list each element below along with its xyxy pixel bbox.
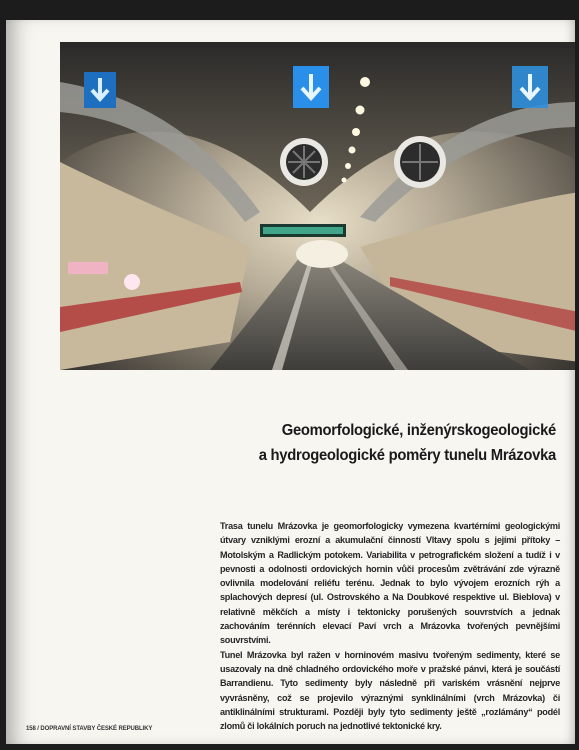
heading-line-2: a hydrogeologické poměry tunelu Mrázovka [258,447,556,464]
lane-sign-center [293,66,329,108]
jet-fan-icon [394,136,446,188]
article-body [220,519,560,733]
page-number: 158 [26,726,36,732]
tunnel-illustration [60,42,575,370]
footer-separator: / [35,726,41,732]
paragraph-1: Trasa tunelu Mrázovka je geomorfologicky vymezena kvartérními geologickými útvary vzniklými erozní a akumulační činností Vltavy spolu s jejími přítoky – Motolským a Radlickým potokem. Variabilita v petrografickém složení a tudíž i v pevnosti a odolnosti ordovických hornin vůči procesům zvětrávání zde výrazně ovlivnila modelování reliéfu terénu. Jednak to bylo vývojem erozních rýh a splachových depresí (ul. Ostrovského a Na Doubkové respektive ul. Bieblova) v relativně měkčích a místy i tektonicky porušených souvrstvích a jednak zachováním terénních elevací Paví vrch a Mrázovka tvořených pevnějšími souvrstvími. [220,521,560,646]
lane-sign-right [512,66,548,108]
lane-sign-left [84,72,116,108]
paragraph-2: Tunel Mrázovka byl ražen v horninovém masivu tvořeným sedimenty, které se usazovaly na dně chladného ordovického moře v pražské pánvi, která je součástí Barrandienu. Tyto sedimenty byly následně při variském vrásnění nejprve vyvrásněny, což se projevilo výraznými synklinálními (vrch Mrázovka) či antiklinálními strukturami. Později byly tyto sedimenty ještě „rozlámány“ podél zlomů či lokálních poruch na jednotlivé tektonické kry. [220,649,560,732]
heading-line-1: Geomorfologické, inženýrskogeologické [281,422,556,439]
running-title: DOPRAVNÍ STAVBY ČESKÉ REPUBLIKY [40,726,153,732]
book-page [6,20,575,744]
tunnel-photo [60,42,575,370]
page-footer [26,726,152,732]
article-heading [214,418,556,468]
jet-fan-icon [280,138,328,186]
